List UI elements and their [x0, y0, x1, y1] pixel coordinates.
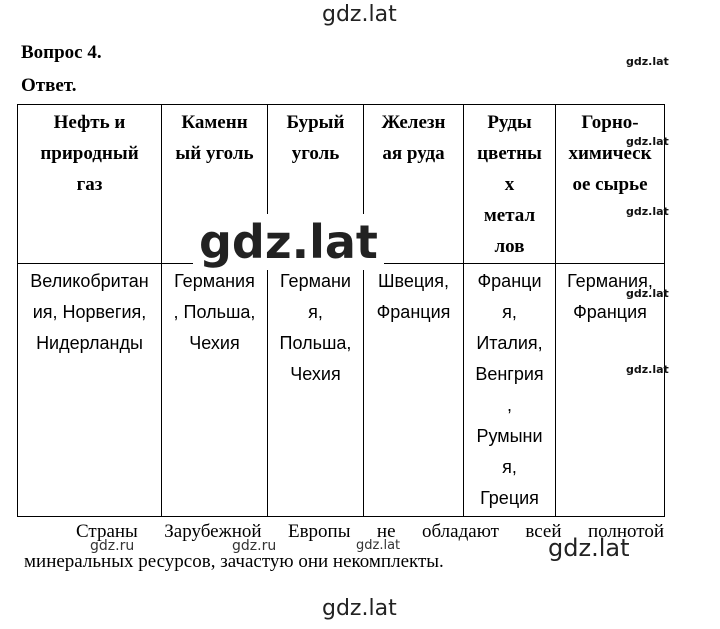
question-title: Вопрос 4. [21, 42, 102, 63]
header-oil-gas: Нефть и природный газ [18, 105, 162, 264]
watermark-mid: gdz.lat [548, 534, 630, 562]
header-coal: Каменн ый уголь [162, 105, 268, 264]
cell-nonferrous-ore: Франци я, Италия, Венгрия , Румыни я, Греция [464, 264, 556, 517]
header-mining-chemical: Горно- химическ ое сырье [556, 105, 665, 264]
paragraph-line-1: Страны Зарубежной Европы не обладают всей полнотой [76, 521, 664, 542]
answer-title: Ответ. [21, 75, 77, 96]
watermark-small: gdz.lat [626, 55, 669, 68]
watermark-small: gdz.lat [626, 287, 669, 300]
paragraph-line-2: минеральных ресурсов, зачастую они некомплекты. [24, 551, 444, 572]
cell-oil-gas: Великобритан ия, Норвегия, Нидерланды [18, 264, 162, 517]
watermark-text-3: gdz.lat [356, 538, 401, 553]
cell-coal: Германия , Польша, Чехия [162, 264, 268, 517]
watermark-large: gdz.lat [193, 214, 384, 270]
watermark-small: gdz.lat [626, 135, 669, 148]
watermark-small: gdz.lat [626, 363, 669, 376]
table-row [18, 264, 665, 517]
cell-mining-chemical: Германия, Франция [556, 264, 665, 517]
watermark-text-1: gdz.ru [90, 538, 135, 554]
header-brown-coal: Бурый уголь [268, 105, 364, 264]
header-nonferrous-ore: Руды цветны х метал лов [464, 105, 556, 264]
watermark-bottom: gdz.lat [322, 596, 397, 621]
resources-table [17, 104, 665, 517]
watermark-top: gdz.lat [322, 2, 397, 27]
cell-iron-ore: Швеция, Франция [364, 264, 464, 517]
watermark-text-2: gdz.ru [232, 538, 277, 554]
cell-brown-coal: Германи я, Польша, Чехия [268, 264, 364, 517]
header-iron-ore: Железн ая руда [364, 105, 464, 264]
watermark-small: gdz.lat [626, 205, 669, 218]
